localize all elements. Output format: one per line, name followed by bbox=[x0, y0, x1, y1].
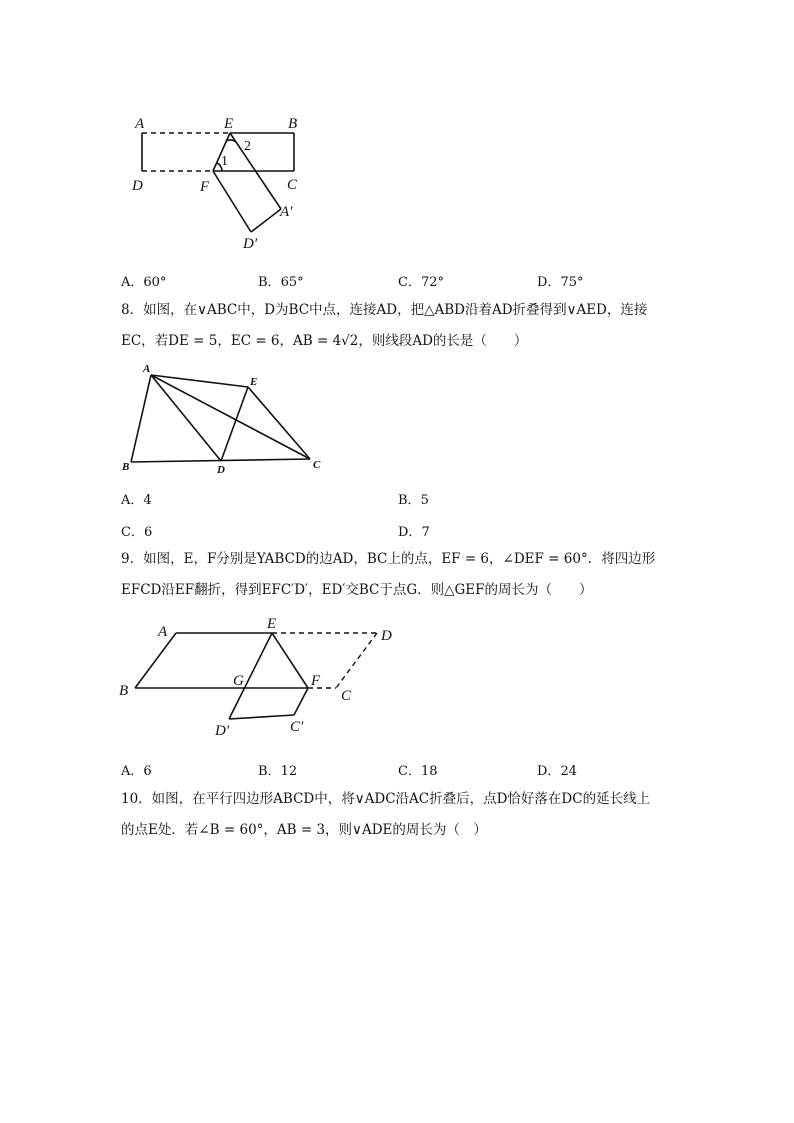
option-text: 12 bbox=[280, 764, 298, 779]
label-b: B bbox=[119, 683, 129, 699]
label-g: G bbox=[233, 673, 244, 689]
option-text: 60° bbox=[143, 275, 167, 290]
label-a: A bbox=[135, 116, 145, 132]
option-text: 5 bbox=[420, 493, 429, 508]
q9-text-line1: 9．如图，E，F分别是YABCD的边AD，BC上的点，EF = 6，∠DEF = 60°．将四边形 bbox=[121, 551, 656, 567]
label-d-prime: D′ bbox=[243, 236, 258, 252]
option-letter: D． bbox=[398, 525, 422, 540]
option-text: 75° bbox=[560, 275, 584, 290]
q9-option-d[interactable] bbox=[537, 760, 577, 779]
option-letter: B． bbox=[398, 493, 421, 508]
label-b: B bbox=[288, 116, 298, 132]
label-b: B bbox=[122, 461, 130, 473]
q9-option-a[interactable] bbox=[121, 760, 152, 779]
label-d: D bbox=[381, 628, 392, 644]
label-c: C bbox=[341, 688, 352, 704]
option-letter: C． bbox=[398, 275, 421, 290]
option-letter: A． bbox=[121, 493, 144, 508]
segment-dc bbox=[336, 633, 377, 688]
option-letter: B． bbox=[258, 764, 281, 779]
label-e: E bbox=[267, 616, 277, 632]
label-c: C bbox=[313, 459, 321, 471]
segment-ef bbox=[272, 633, 308, 688]
q8-text-line2: EC，若DE = 5，EC = 6，AB = 4√2，则线段AD的长是（ ） bbox=[121, 333, 528, 349]
q9-option-c[interactable] bbox=[398, 760, 438, 779]
q8-text-line1: 8．如图，在∨ABC中，D为BC中点，连接AD，把△ABD沿着AD折叠得到∨AED，连接 bbox=[121, 302, 648, 318]
label-a-prime: A′ bbox=[280, 204, 293, 220]
option-letter: A． bbox=[121, 275, 144, 290]
q10-text-line2: 的点E处．若∠B = 60°，AB = 3，则∨ADE的周长为（ ） bbox=[121, 822, 487, 838]
label-f: F bbox=[311, 673, 321, 689]
label-d: D bbox=[132, 178, 143, 194]
option-text: 72° bbox=[420, 275, 444, 290]
option-letter: C． bbox=[398, 764, 421, 779]
option-letter: B． bbox=[258, 275, 281, 290]
option-text: 6 bbox=[143, 764, 152, 779]
option-text: 65° bbox=[280, 275, 304, 290]
option-letter: D． bbox=[537, 764, 561, 779]
option-text: 7 bbox=[421, 525, 430, 540]
segment-d1c1 bbox=[229, 715, 294, 719]
option-letter: A． bbox=[121, 764, 144, 779]
label-d-prime: D′ bbox=[215, 723, 230, 739]
label-f: F bbox=[200, 179, 210, 195]
option-text: 4 bbox=[143, 493, 152, 508]
label-angle-2: 2 bbox=[244, 139, 251, 154]
segment-c1f bbox=[294, 688, 308, 715]
option-letter: C． bbox=[121, 525, 144, 540]
q9-option-b[interactable] bbox=[258, 760, 297, 779]
label-e: E bbox=[250, 376, 258, 388]
segment-ab bbox=[135, 633, 176, 688]
q10-text-line1: 10．如图，在平行四边形ABCD中，将∨ADC沿AC折叠后，点D恰好落在DC的延长线上 bbox=[121, 791, 651, 807]
option-text: 18 bbox=[420, 764, 438, 779]
label-c: C bbox=[287, 177, 298, 193]
label-d: D bbox=[217, 464, 225, 476]
label-angle-1: 1 bbox=[221, 154, 228, 169]
q9-text-line2: EFCD沿EF翻折，得到EFC′D′，ED′交BC于点G．则△GEF的周长为（ ） bbox=[121, 582, 593, 598]
option-letter: D． bbox=[537, 275, 561, 290]
option-text: 6 bbox=[143, 525, 153, 540]
label-c-prime: C′ bbox=[290, 719, 304, 735]
label-a: A bbox=[158, 624, 168, 640]
label-a: A bbox=[143, 363, 151, 375]
option-text: 24 bbox=[560, 764, 577, 779]
label-e: E bbox=[224, 116, 234, 132]
